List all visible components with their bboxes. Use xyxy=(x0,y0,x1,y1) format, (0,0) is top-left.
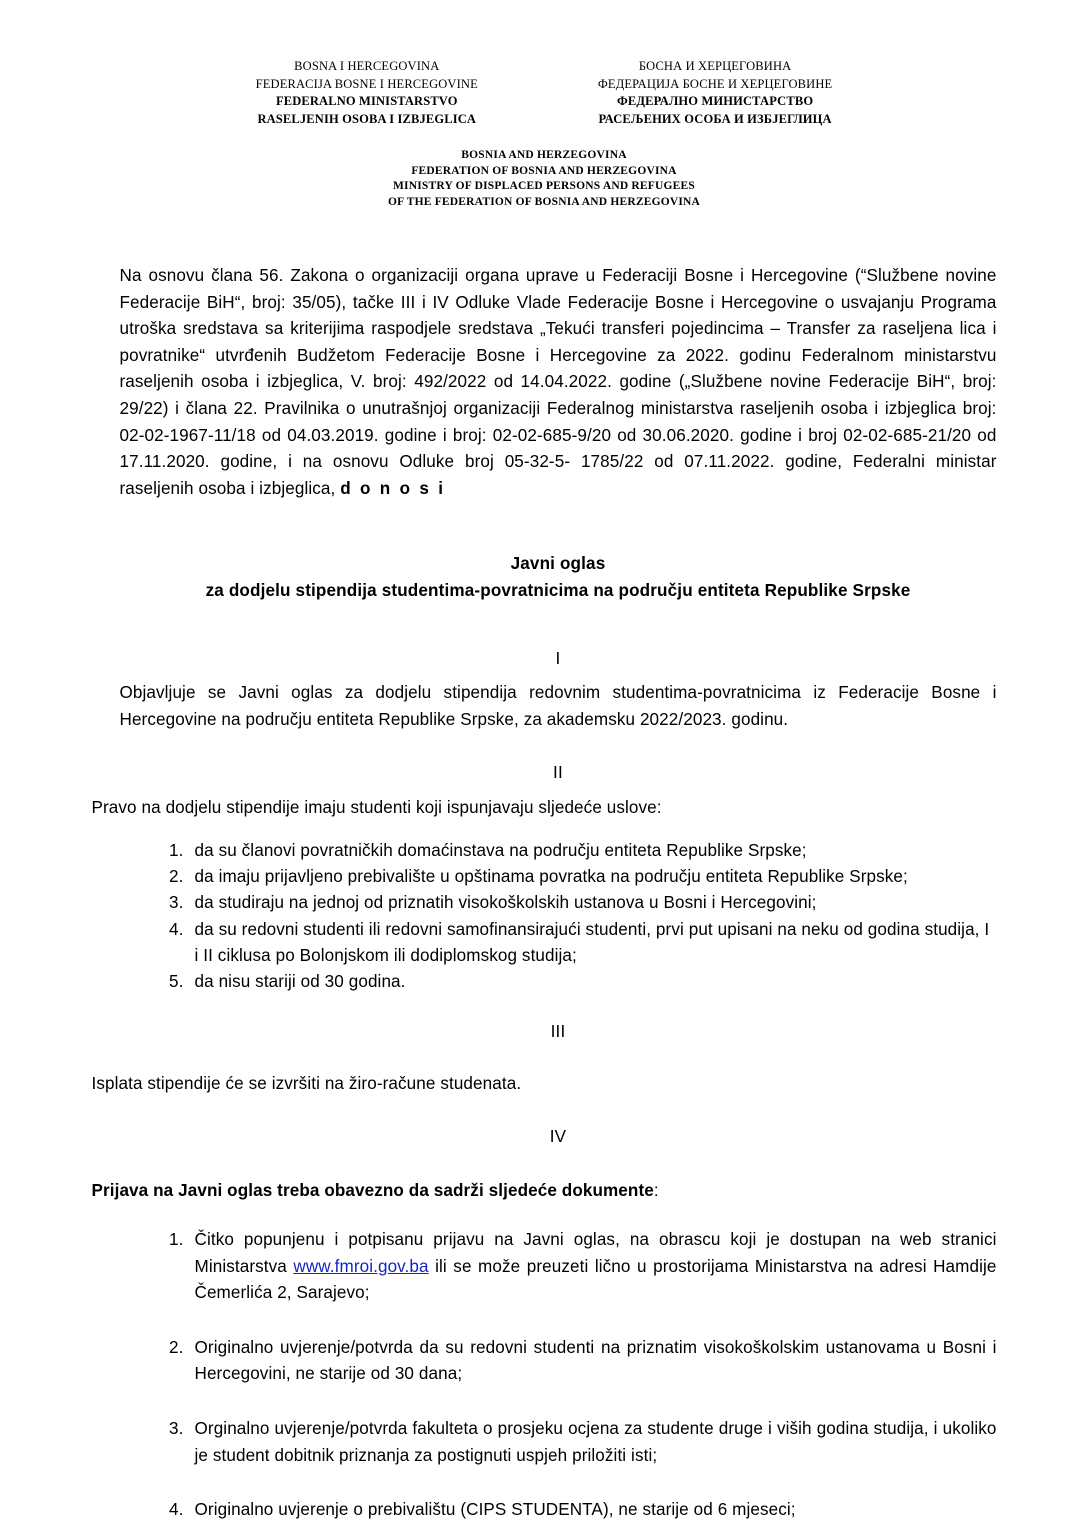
letterhead-english-line-4: OF THE FEDERATION OF BOSNIA AND HERZEGOVINA xyxy=(387,195,701,208)
letterhead-cyrillic-line-1: БОСНА И ХЕРЦЕГОВИНА xyxy=(638,59,792,73)
section-numeral-ii: II xyxy=(553,762,563,782)
section-ii-lead: Pravo na dodjelu stipendije imaju studenti koji ispunjavaju sljedeće uslove: xyxy=(91,797,662,817)
legal-basis-text: Na osnovu člana 56. Zakona o organizaciji organa uprave u Federaciji Bosne i Hercegovine (“Službene novine Federacije BiH“, broj: 35/05), tačke III i IV Odluke Vlade Federacije Bosne i Hercegovine o usvajanju Programa utroška sredstava sa kriterijima raspodjele sredstava „Tekući transferi pojedincima – Transfer za raseljena lica i povratnike“ utvrđenih Budžetom Federacije Bosne i Hercegovine za 2022. godinu Federalnom ministarstvu raseljenih osoba i izbjeglica, V. broj: 492/2022 od 14.04.2022. godine („Službene novine Federacije BiH“, broj: 29/22) i člana 22. Pravilnika o unutrašnjoj organizaciji Federalnog ministarstva raseljenih osoba i izbjeglica broj: 02-02-1967-11/18 od 04.03.2019. godine i broj: 02-02-685-9/20 od 30.06.2020. godine i broj 02-02-685-21/20 od 17.11.2020. godine, i na osnovu Odluke broj 05-32-5- 1785/22 od 07.11.2022. godine, Federalni ministar raseljenih osoba i izbjeglica, xyxy=(119,266,997,498)
list-item: da su članovi povratničkih domaćinstava na području entiteta Republike Srpske; xyxy=(194,841,807,861)
section-iv-lead xyxy=(92,1178,997,1205)
legal-basis-paragraph xyxy=(120,263,997,502)
letterhead-english-line-2: FEDERATION OF BOSNIA AND HERZEGOVINA xyxy=(411,164,677,177)
letterhead-latin-line-3: FEDERALNO MINISTARSTVO xyxy=(275,94,458,109)
document-body xyxy=(92,263,997,1524)
list-item: Originalno uvjerenje o prebivalištu (CIPS STUDENTA), ne starije od 6 mjeseci; xyxy=(194,1500,796,1520)
donosi-keyword: d o n o s i xyxy=(340,478,446,498)
page-title xyxy=(120,550,997,604)
section-iv-lead-bold: Prijava na Javni oglas treba obavezno da sadrži sljedeće dokumente xyxy=(91,1181,654,1201)
letterhead-english-line-1: BOSNIA AND HERZEGOVINA xyxy=(461,149,627,162)
list-item: Orginalno uvjerenje/potvrda fakulteta o prosjeku ocjena za studente druge i viših godina studija, i ukoliko je student dobitnik priznanja za postignuti uspjeh priložiti isti; xyxy=(194,1418,997,1465)
letterhead-latin-line-4: RASELJENIH OSOBA I IZBJEGLICA xyxy=(257,111,477,126)
letterhead xyxy=(0,0,1088,210)
letterhead-english-block xyxy=(0,148,1088,210)
list-item: da imaju prijavljeno prebivalište u opštinama povratka na području entiteta Republike Srpske; xyxy=(194,867,908,887)
section-iv-lead-colon: : xyxy=(653,1181,659,1201)
document-item-text-after-link: ili se može preuzeti lično u prostorijama Ministarstva na adresi Hamdije Čemerlića 2, Sarajevo; xyxy=(194,1256,997,1303)
page-title-line-2: za dodjelu stipendija studentima-povratnicima na području entiteta Republike Srpske xyxy=(205,581,911,601)
section-numeral-iii: III xyxy=(550,1021,566,1041)
list-item xyxy=(162,1227,997,1307)
list-item: da su redovni studenti ili redovni samofinansirajući studenti, prvi put upisani na neku od godina studija, I i II ciklusa po Bolonjskom ili dodiplomskog studija; xyxy=(194,919,990,965)
letterhead-cyrillic-line-2: ФЕДЕРАЦИЈА БОСНЕ И ХЕРЦЕГОВИНЕ xyxy=(597,76,833,91)
ministry-website-link[interactable]: www.fmroi.gov.ba xyxy=(293,1256,429,1276)
section-numeral-iv: IV xyxy=(549,1127,567,1147)
letterhead-latin-line-1: BOSNA I HERCEGOVINA xyxy=(294,59,440,73)
page-title-line-1: Javni oglas xyxy=(510,554,606,574)
section-i-text: Objavljuje se Javni oglas za dodjelu stipendija redovnim studentima-povratnicima iz Federacije Bosne i Hercegovine na području entiteta Republike Srpske, za akademsku 2022/2023. godinu. xyxy=(119,683,997,729)
document-item-text-before-link: Čitko popunjenu i potpisanu prijavu na Javni oglas, na obrascu koji je dostupan na web stranici Ministarstva xyxy=(194,1229,997,1276)
letterhead-cyrillic-line-3: ФЕДЕРАЛНО МИНИСТАРСТВО xyxy=(616,94,814,109)
letterhead-cyrillic-line-4: РАСЕЉЕНИХ ОСОБА И ИЗБЈЕГЛИЦА xyxy=(598,111,832,126)
section-iii-text: Isplata stipendije će se izvršiti na žiro-račune studenata. xyxy=(91,1073,522,1093)
conditions-list xyxy=(120,838,997,995)
required-documents-list xyxy=(120,1227,997,1524)
letterhead-latin-line-2: FEDERACIJA BOSNE I HERCEGOVINE xyxy=(255,76,478,91)
letterhead-english-line-3: MINISTRY OF DISPLACED PERSONS AND REFUGEES xyxy=(392,180,696,193)
list-item: Originalno uvjerenje/potvrda da su redovni studenti na priznatim visokoškolskim ustanovama u Bosni i Hercegovini, ne starije od 30 dana; xyxy=(194,1337,997,1384)
letterhead-latin-block xyxy=(256,58,478,128)
list-item: da studiraju na jednoj od priznatih visokoškolskih ustanova u Bosni i Hercegovini; xyxy=(194,893,817,913)
section-numeral-i: I xyxy=(555,649,561,669)
letterhead-bilingual-row xyxy=(0,58,1088,128)
letterhead-cyrillic-block xyxy=(598,58,832,128)
list-item: da nisu stariji od 30 godina. xyxy=(194,971,406,991)
